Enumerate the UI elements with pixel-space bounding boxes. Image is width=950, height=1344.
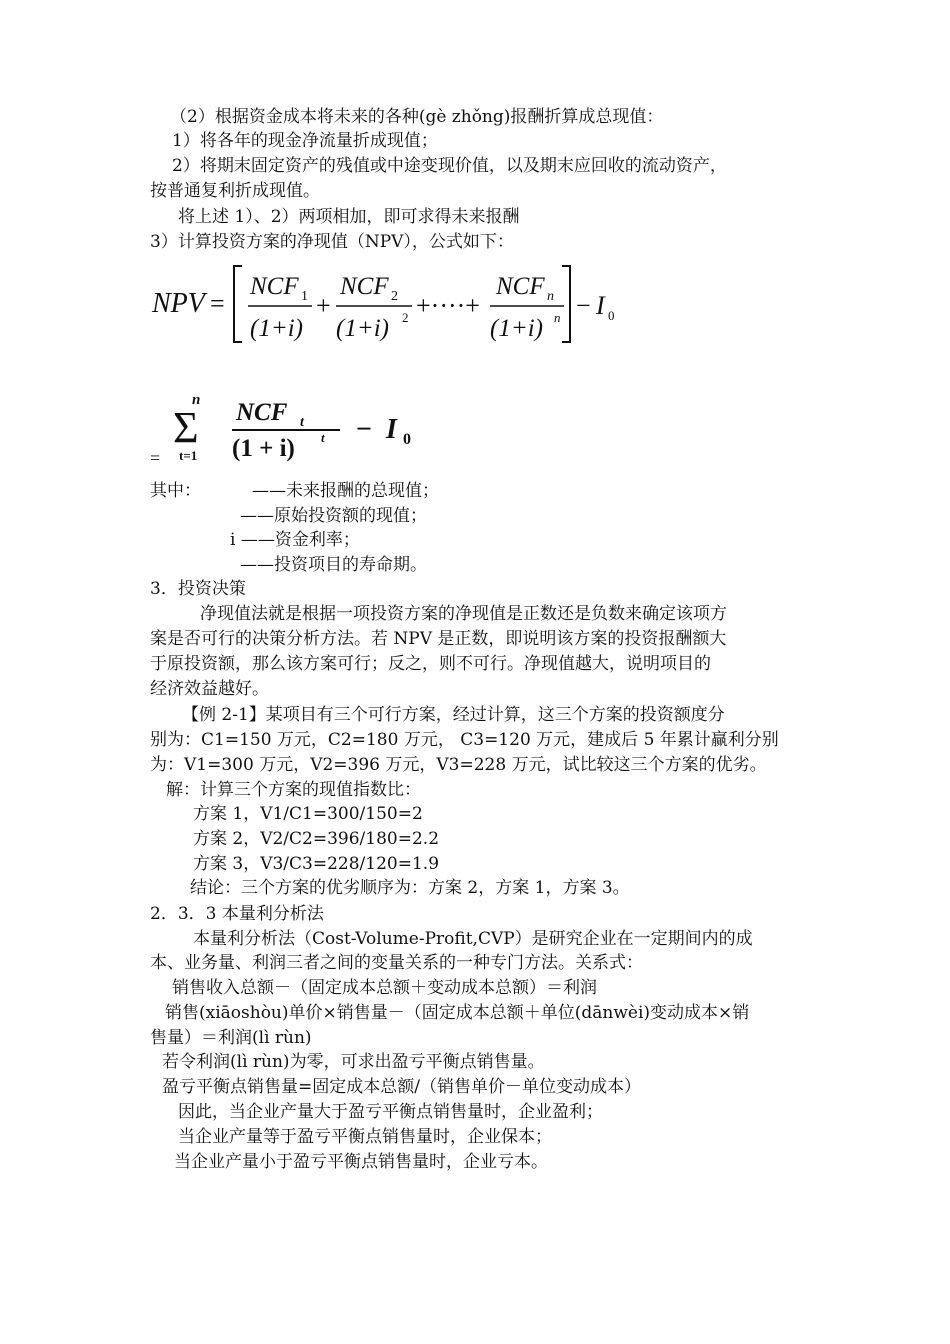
subn: n bbox=[547, 289, 554, 304]
denn: (1+i) bbox=[490, 315, 543, 342]
formula-eq: = bbox=[210, 289, 225, 318]
text-line: 因此，当企业产量大于盈亏平衡点销售量时，企业盈利； bbox=[178, 1102, 603, 1122]
text-line: 本量利分析法（Cost-Volume-Profit,CVP）是研究企业在一定期间内的成 bbox=[193, 929, 753, 949]
text-line: 方案 1，V1/C1=300/150=2 bbox=[193, 804, 423, 824]
text-line: 经济效益越好。 bbox=[150, 679, 269, 699]
den2: (1+i) bbox=[336, 315, 389, 342]
npv-formula bbox=[150, 262, 630, 352]
text-line: （2）根据资金成本将未来的各种(gè zhǒng)报酬折算成总现值： bbox=[170, 107, 664, 127]
sub1: 1 bbox=[301, 289, 308, 304]
plus1: + bbox=[316, 291, 331, 320]
den-t: (1 + i) bbox=[232, 435, 295, 462]
section-heading: 2．3．3 本量利分析法 bbox=[150, 904, 324, 924]
text-line: 当企业产量小于盈亏平衡点销售量时，企业亏本。 bbox=[174, 1152, 548, 1172]
formula2-eq: = bbox=[150, 448, 161, 468]
text-line: 当企业产量等于盈亏平衡点销售量时，企业保本； bbox=[178, 1127, 552, 1147]
den1: (1+i) bbox=[250, 315, 303, 342]
text-line: 方案 2，V2/C2=396/180=2.2 bbox=[193, 829, 440, 849]
formula-lhs: NPV bbox=[152, 288, 205, 319]
text-line: ——原始投资额的现值； bbox=[240, 506, 427, 526]
text-line: 本、业务量、利润三者之间的变量关系的一种专门方法。关系式： bbox=[150, 953, 643, 973]
right-bracket bbox=[562, 266, 570, 342]
text-line: 解：计算三个方案的现值指数比： bbox=[166, 780, 421, 800]
section-heading: 3．投资决策 bbox=[150, 579, 246, 599]
expn: n bbox=[554, 310, 561, 325]
text-line: 销售(xiāoshòu)单价×销售量－（固定成本总额＋单位(dānwèi)变动成本×销 bbox=[165, 1003, 750, 1023]
text-line: 售量）＝利润(lì rùn) bbox=[150, 1028, 312, 1048]
text-line: 结论：三个方案的优劣顺序为：方案 2，方案 1，方案 3。 bbox=[190, 878, 630, 898]
text-line: 案是否可行的决策分析方法。若 NPV 是正数，即说明该方案的投资报酬额大 bbox=[150, 629, 727, 649]
I0-sub: 0 bbox=[608, 308, 615, 323]
I0-2-sub: 0 bbox=[403, 431, 411, 448]
text-line: ——未来报酬的总现值； bbox=[252, 481, 439, 501]
text-line: 【例 2-1】某项目有三个可行方案，经过计算，这三个方案的投资额度分 bbox=[182, 705, 725, 725]
text-line: 于原投资额，那么该方案可行；反之，则不可行。净现值越大，说明项目的 bbox=[150, 654, 711, 674]
num1: NCF bbox=[250, 273, 299, 300]
text-line: 方案 3，V3/C3=228/120=1.9 bbox=[193, 854, 440, 874]
text-line: 其中： bbox=[150, 481, 201, 501]
text-line: 别为：C1=150 万元，C2=180 万元， C3=120 万元，建成后 5 年累计赢利分别 bbox=[150, 730, 779, 750]
minus1: − bbox=[576, 291, 591, 320]
sub2: 2 bbox=[391, 289, 398, 304]
text-line: ——投资项目的寿命期。 bbox=[240, 555, 427, 575]
text-line: 2）将期末固定资产的残值或中途变现价值，以及期末应回收的流动资产， bbox=[172, 156, 727, 176]
text-line: 将上述 1）、2）两项相加，即可求得未来报酬 bbox=[178, 207, 520, 227]
left-bracket bbox=[234, 266, 242, 342]
text-line: 盈亏平衡点销售量=固定成本总额/（销售单价－单位变动成本） bbox=[162, 1077, 641, 1097]
num-t-sub: t bbox=[300, 415, 304, 430]
dots: +····+ bbox=[416, 291, 480, 320]
text-line: 净现值法就是根据一项投资方案的净现值是正数还是负数来确定该项方 bbox=[200, 604, 727, 624]
sigma-bottom: t=1 bbox=[179, 448, 198, 463]
sigma-top: n bbox=[192, 392, 201, 408]
den-t-exp: t bbox=[321, 430, 325, 445]
text-line: 按普通复利折成现值。 bbox=[150, 181, 320, 201]
text-line: 销售收入总额－（固定成本总额＋变动成本总额）＝利润 bbox=[172, 978, 597, 998]
text-line: 为：V1=300 万元，V2=396 万元，V3=228 万元，试比较这三个方案的优劣。 bbox=[150, 755, 767, 775]
num-t: NCF bbox=[236, 399, 288, 426]
numn: NCF bbox=[496, 273, 545, 300]
sigma: Σ bbox=[173, 403, 199, 452]
minus2: − bbox=[356, 414, 372, 445]
exp2: 2 bbox=[402, 310, 409, 325]
text-line: 1）将各年的现金净流量折成现值； bbox=[172, 131, 438, 151]
text-line: 3）计算投资方案的净现值（NPV），公式如下： bbox=[150, 232, 514, 252]
num2: NCF bbox=[340, 273, 389, 300]
text-line: i ——资金利率； bbox=[230, 530, 360, 550]
I0-2: I bbox=[386, 414, 397, 445]
text-line: 若令利润(lì rùn)为零，可求出盈亏平衡点销售量。 bbox=[162, 1052, 545, 1072]
I0: I bbox=[596, 291, 605, 320]
npv-sum-formula bbox=[148, 390, 448, 470]
